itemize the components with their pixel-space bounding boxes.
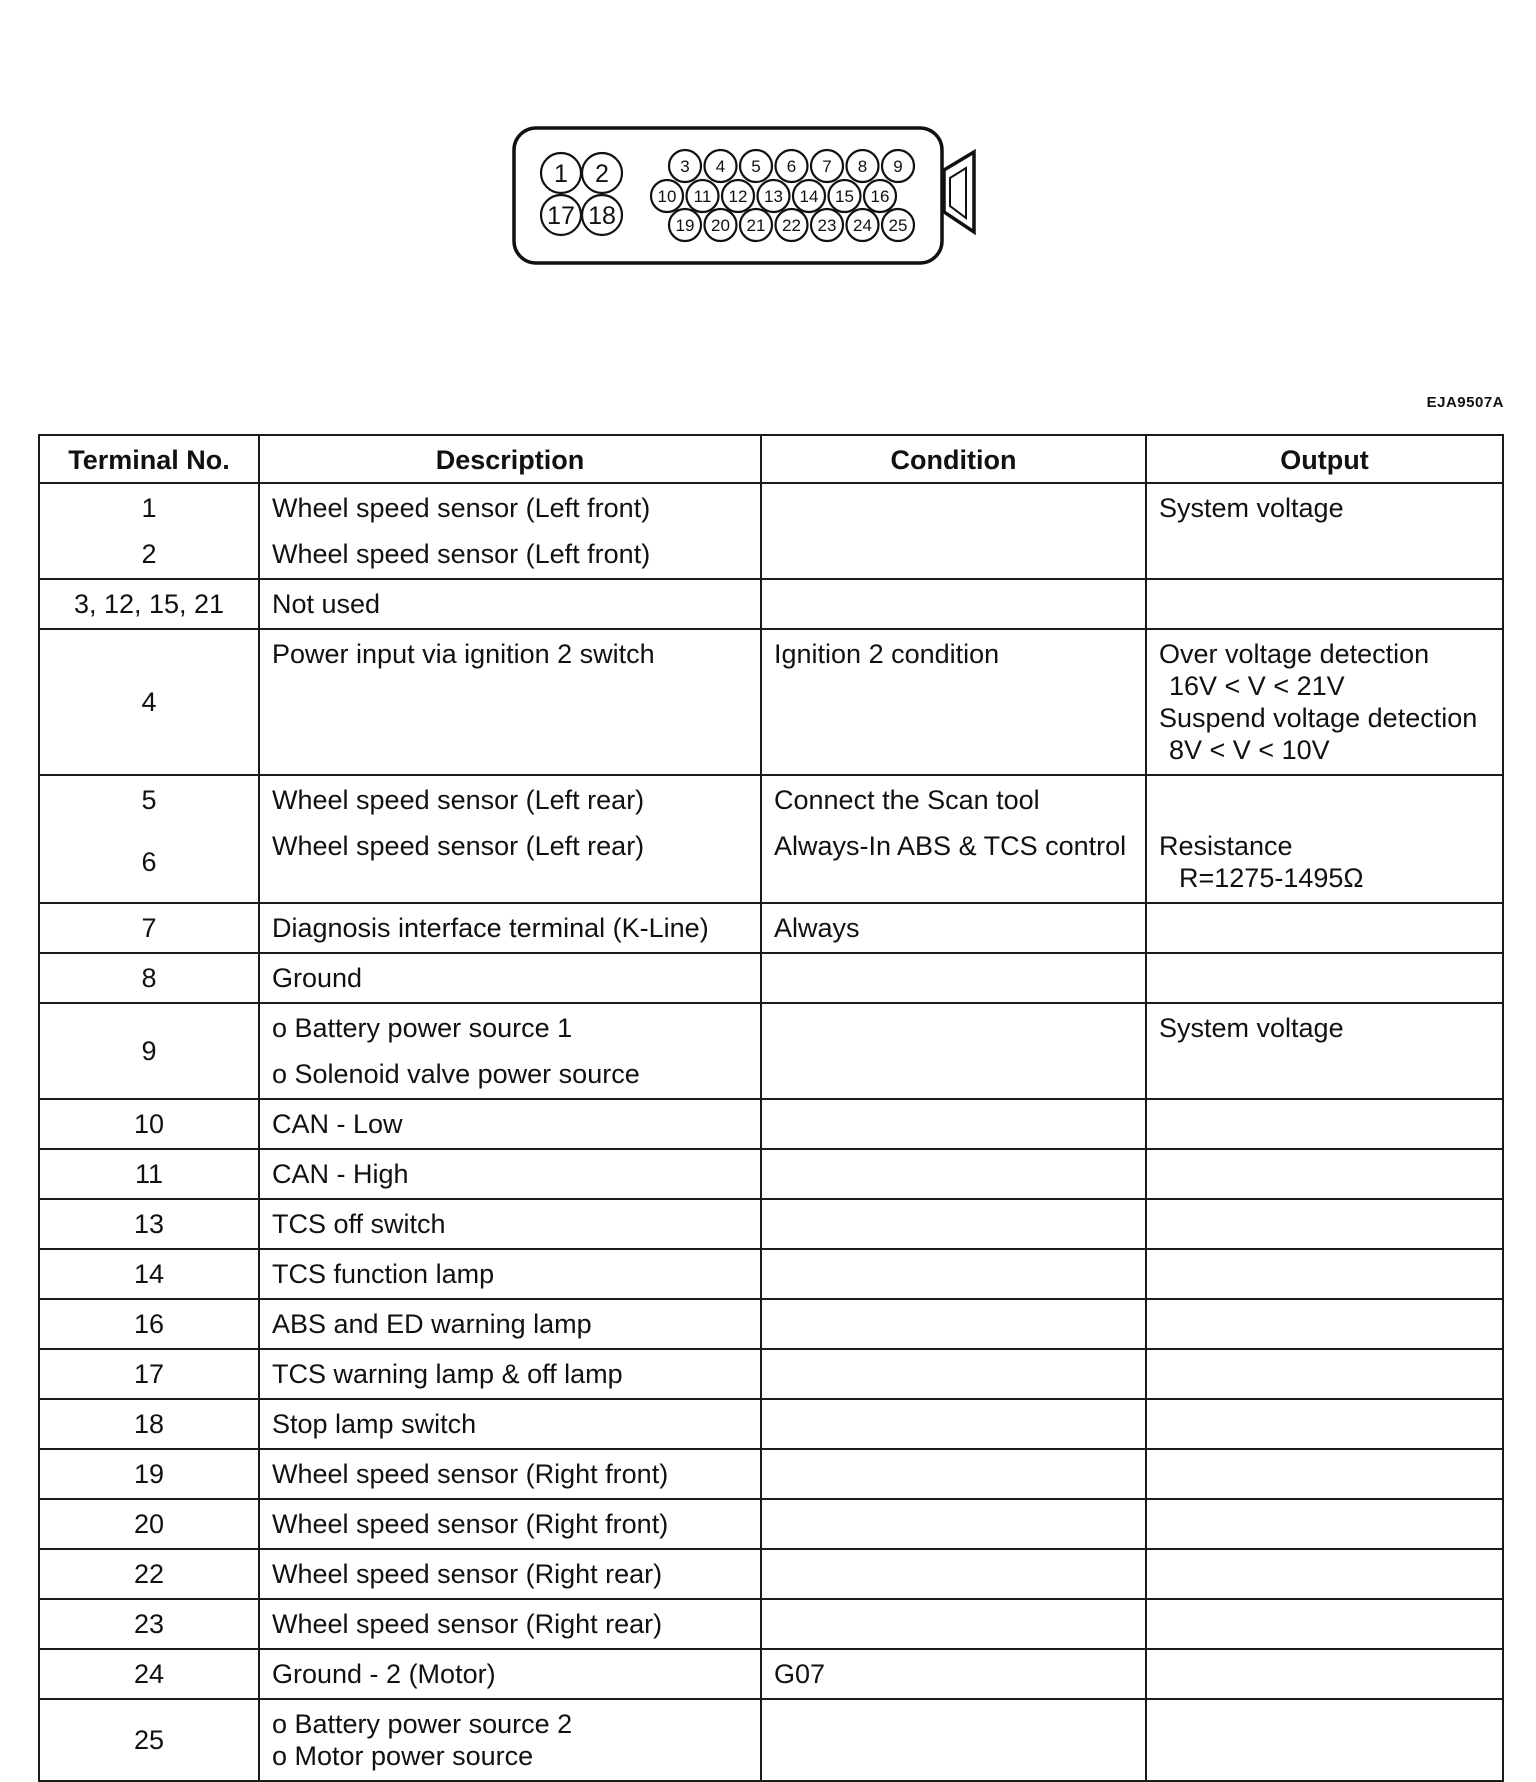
connector-pin (582, 153, 622, 193)
output-cell (1146, 629, 1503, 775)
output-cell (1146, 1299, 1503, 1349)
condition-cell (761, 1149, 1146, 1199)
condition-cell (761, 1649, 1146, 1699)
description-text: Wheel speed sensor (Left rear) (272, 831, 645, 861)
pin-number: 10 (657, 187, 677, 207)
description-cell (259, 1699, 761, 1781)
connector-pin (722, 180, 754, 212)
description-cell (259, 1249, 761, 1299)
output-text: Resistance (1159, 831, 1293, 861)
table-row (39, 1299, 1503, 1349)
description-text: CAN - High (272, 1159, 409, 1189)
description-text: Diagnosis interface terminal (K-Line) (272, 913, 709, 943)
condition-text: Ignition 2 condition (774, 639, 1000, 669)
terminal-number: 22 (39, 1549, 259, 1599)
condition-cell (761, 903, 1146, 953)
description-text: Ground - 2 (Motor) (272, 1659, 496, 1689)
output-text: System voltage (1159, 493, 1344, 523)
terminal-number: 9 (39, 1003, 259, 1099)
description-text: Wheel speed sensor (Right front) (272, 1459, 669, 1489)
output-cell (1146, 1649, 1503, 1699)
pin-number: 4 (715, 157, 726, 177)
output-cell (1146, 1399, 1503, 1449)
connector-pin (847, 209, 879, 241)
connector-pin (829, 180, 861, 212)
terminal-number: 5 (141, 785, 157, 815)
description-text: Wheel speed sensor (Right front) (272, 1509, 669, 1539)
terminal-number: 10 (39, 1099, 259, 1149)
output-cell (1146, 1099, 1503, 1149)
pin-number: 25 (888, 216, 908, 236)
terminal-table (38, 434, 1504, 1782)
connector-pin (541, 195, 581, 235)
condition-cell (761, 1499, 1146, 1549)
connector-pin (776, 150, 808, 182)
terminal-number: 23 (39, 1599, 259, 1649)
description-text: o Solenoid valve power source (272, 1059, 640, 1089)
figure-code: EJA9507A (1426, 394, 1504, 411)
description-text: o Motor power source (272, 1741, 534, 1771)
description-cell (259, 775, 761, 903)
terminal-cell (39, 775, 259, 903)
terminal-number: 4 (39, 629, 259, 775)
description-text: Wheel speed sensor (Left front) (272, 539, 651, 569)
pin-number: 15 (835, 187, 854, 207)
connector-pin (705, 209, 737, 241)
pin-number: 16 (870, 187, 890, 207)
description-cell (259, 483, 761, 579)
description-text: CAN - Low (272, 1109, 403, 1139)
condition-cell (761, 483, 1146, 579)
connector-pin (669, 209, 701, 241)
connector-latch (944, 152, 974, 232)
description-cell (259, 629, 761, 775)
connector-pin (582, 195, 622, 235)
description-cell (259, 1399, 761, 1449)
pin-number: 9 (893, 157, 903, 177)
table-row (39, 629, 1503, 775)
condition-cell (761, 1299, 1146, 1349)
table-row (39, 1499, 1503, 1549)
terminal-number: 3, 12, 15, 21 (39, 579, 259, 629)
condition-text: Connect the Scan tool (774, 785, 1040, 815)
connector-pin (740, 209, 772, 241)
description-cell (259, 1299, 761, 1349)
output-cell (1146, 903, 1503, 953)
output-cell (1146, 1149, 1503, 1199)
description-text: Ground (272, 963, 363, 993)
table-row (39, 1349, 1503, 1399)
table-row (39, 953, 1503, 1003)
terminal-number: 11 (39, 1149, 259, 1199)
output-text: 16V < V < 21V (1169, 671, 1345, 701)
description-text: Wheel speed sensor (Left rear) (272, 785, 645, 815)
pin-number: 1 (554, 160, 568, 188)
table-row (39, 1199, 1503, 1249)
pin-number: 22 (782, 216, 801, 236)
terminal-number: 19 (39, 1449, 259, 1499)
pin-number: 6 (786, 157, 797, 177)
condition-cell (761, 579, 1146, 629)
connector-pin (847, 150, 879, 182)
description-cell (259, 1149, 761, 1199)
description-text: Power input via ignition 2 switch (272, 639, 655, 669)
description-text: ABS and ED warning lamp (272, 1309, 592, 1339)
pin-number: 21 (746, 216, 766, 236)
connector-pins (541, 150, 914, 241)
description-cell (259, 1499, 761, 1549)
description-text: TCS function lamp (272, 1259, 495, 1289)
output-text: System voltage (1159, 1013, 1344, 1043)
connector-pin (811, 150, 843, 182)
description-cell (259, 579, 761, 629)
terminal-number: 14 (39, 1249, 259, 1299)
description-cell (259, 1199, 761, 1249)
description-cell (259, 1349, 761, 1399)
description-text: Wheel speed sensor (Right rear) (272, 1559, 663, 1589)
pin-number: 19 (675, 216, 695, 236)
connector-pin (705, 150, 737, 182)
connector-pin (811, 209, 843, 241)
table-row (39, 1449, 1503, 1499)
pin-number: 11 (693, 187, 712, 207)
table-header-row (39, 435, 1503, 483)
table-row (39, 1599, 1503, 1649)
pin-number: 18 (588, 202, 616, 230)
condition-cell (761, 1399, 1146, 1449)
output-cell (1146, 953, 1503, 1003)
pin-number: 14 (799, 187, 819, 207)
terminal-number: 25 (39, 1699, 259, 1781)
output-text: Suspend voltage detection (1159, 703, 1478, 733)
connector-diagram (0, 0, 1536, 300)
connector-pin (669, 150, 701, 182)
terminal-number: 24 (39, 1649, 259, 1699)
table-row (39, 1549, 1503, 1599)
description-cell (259, 1649, 761, 1699)
condition-cell (761, 1549, 1146, 1599)
terminal-number: 1 (141, 493, 157, 523)
output-cell (1146, 1199, 1503, 1249)
description-cell (259, 1599, 761, 1649)
condition-text: Always-In ABS & TCS control (774, 831, 1127, 861)
output-text: R=1275-1495Ω (1179, 863, 1364, 893)
description-text: Stop lamp switch (272, 1409, 477, 1439)
connector-pin (793, 180, 825, 212)
header-condition: Condition (761, 435, 1146, 483)
pin-number: 8 (857, 157, 868, 177)
connector-pin (651, 180, 683, 212)
pin-number: 23 (817, 216, 837, 236)
connector-pin (882, 150, 914, 182)
description-text: Not used (272, 589, 381, 619)
condition-cell (761, 1199, 1146, 1249)
pin-number: 20 (711, 216, 730, 236)
condition-cell (761, 629, 1146, 775)
condition-cell (761, 953, 1146, 1003)
pin-number: 3 (680, 157, 690, 177)
output-cell (1146, 1349, 1503, 1399)
condition-cell (761, 1099, 1146, 1149)
pin-number: 24 (853, 216, 872, 236)
description-text: o Battery power source 2 (272, 1709, 573, 1739)
description-text: o Battery power source 1 (272, 1013, 573, 1043)
description-text: TCS off switch (272, 1209, 446, 1239)
terminal-number: 7 (39, 903, 259, 953)
connector-pin (864, 180, 896, 212)
terminal-number: 20 (39, 1499, 259, 1549)
table-row (39, 1003, 1503, 1099)
connector-pin (758, 180, 790, 212)
pin-number: 12 (728, 187, 748, 207)
connector-latch-inner (950, 168, 966, 218)
description-cell (259, 953, 761, 1003)
output-cell (1146, 1449, 1503, 1499)
connector-pin (740, 150, 772, 182)
pin-number: 2 (595, 160, 609, 188)
header-description: Description (259, 435, 761, 483)
output-cell (1146, 1549, 1503, 1599)
terminal-cell (39, 483, 259, 579)
header-terminal: Terminal No. (39, 435, 259, 483)
connector-pin (776, 209, 808, 241)
pin-number: 7 (822, 157, 832, 177)
table-row (39, 1699, 1503, 1781)
table-row (39, 1149, 1503, 1199)
output-cell (1146, 1003, 1503, 1099)
connector-pin (541, 153, 581, 193)
description-text: Wheel speed sensor (Left front) (272, 493, 651, 523)
table-row (39, 1649, 1503, 1699)
output-cell (1146, 1599, 1503, 1649)
terminal-number: 6 (141, 847, 157, 877)
condition-cell (761, 1249, 1146, 1299)
description-text: Wheel speed sensor (Right rear) (272, 1609, 663, 1639)
output-text: 8V < V < 10V (1169, 735, 1330, 765)
description-cell (259, 903, 761, 953)
description-text: TCS warning lamp & off lamp (272, 1359, 623, 1389)
terminal-number: 2 (141, 539, 157, 569)
condition-cell (761, 1699, 1146, 1781)
condition-cell (761, 1003, 1146, 1099)
condition-cell (761, 775, 1146, 903)
pin-number: 13 (764, 187, 783, 207)
output-cell (1146, 483, 1503, 579)
header-output: Output (1146, 435, 1503, 483)
condition-cell (761, 1449, 1146, 1499)
table-row (39, 1099, 1503, 1149)
table-row (39, 579, 1503, 629)
table-row (39, 483, 1503, 579)
condition-text: G07 (774, 1659, 826, 1689)
description-cell (259, 1449, 761, 1499)
pin-number: 5 (751, 157, 761, 177)
description-cell (259, 1099, 761, 1149)
output-cell (1146, 1499, 1503, 1549)
table-row (39, 1249, 1503, 1299)
connector-pin (687, 180, 719, 212)
pin-number: 17 (547, 202, 575, 230)
terminal-number: 13 (39, 1199, 259, 1249)
table-row (39, 903, 1503, 953)
terminal-number: 8 (39, 953, 259, 1003)
output-cell (1146, 775, 1503, 903)
output-text: Over voltage detection (1159, 639, 1430, 669)
terminal-number: 17 (39, 1349, 259, 1399)
description-cell (259, 1549, 761, 1599)
condition-text: Always (774, 913, 860, 943)
terminal-number: 18 (39, 1399, 259, 1449)
description-cell (259, 1003, 761, 1099)
output-cell (1146, 1699, 1503, 1781)
connector-pin (882, 209, 914, 241)
table-row (39, 1399, 1503, 1449)
output-cell (1146, 1249, 1503, 1299)
table-row (39, 775, 1503, 903)
condition-cell (761, 1599, 1146, 1649)
terminal-number: 16 (39, 1299, 259, 1349)
output-cell (1146, 579, 1503, 629)
condition-cell (761, 1349, 1146, 1399)
